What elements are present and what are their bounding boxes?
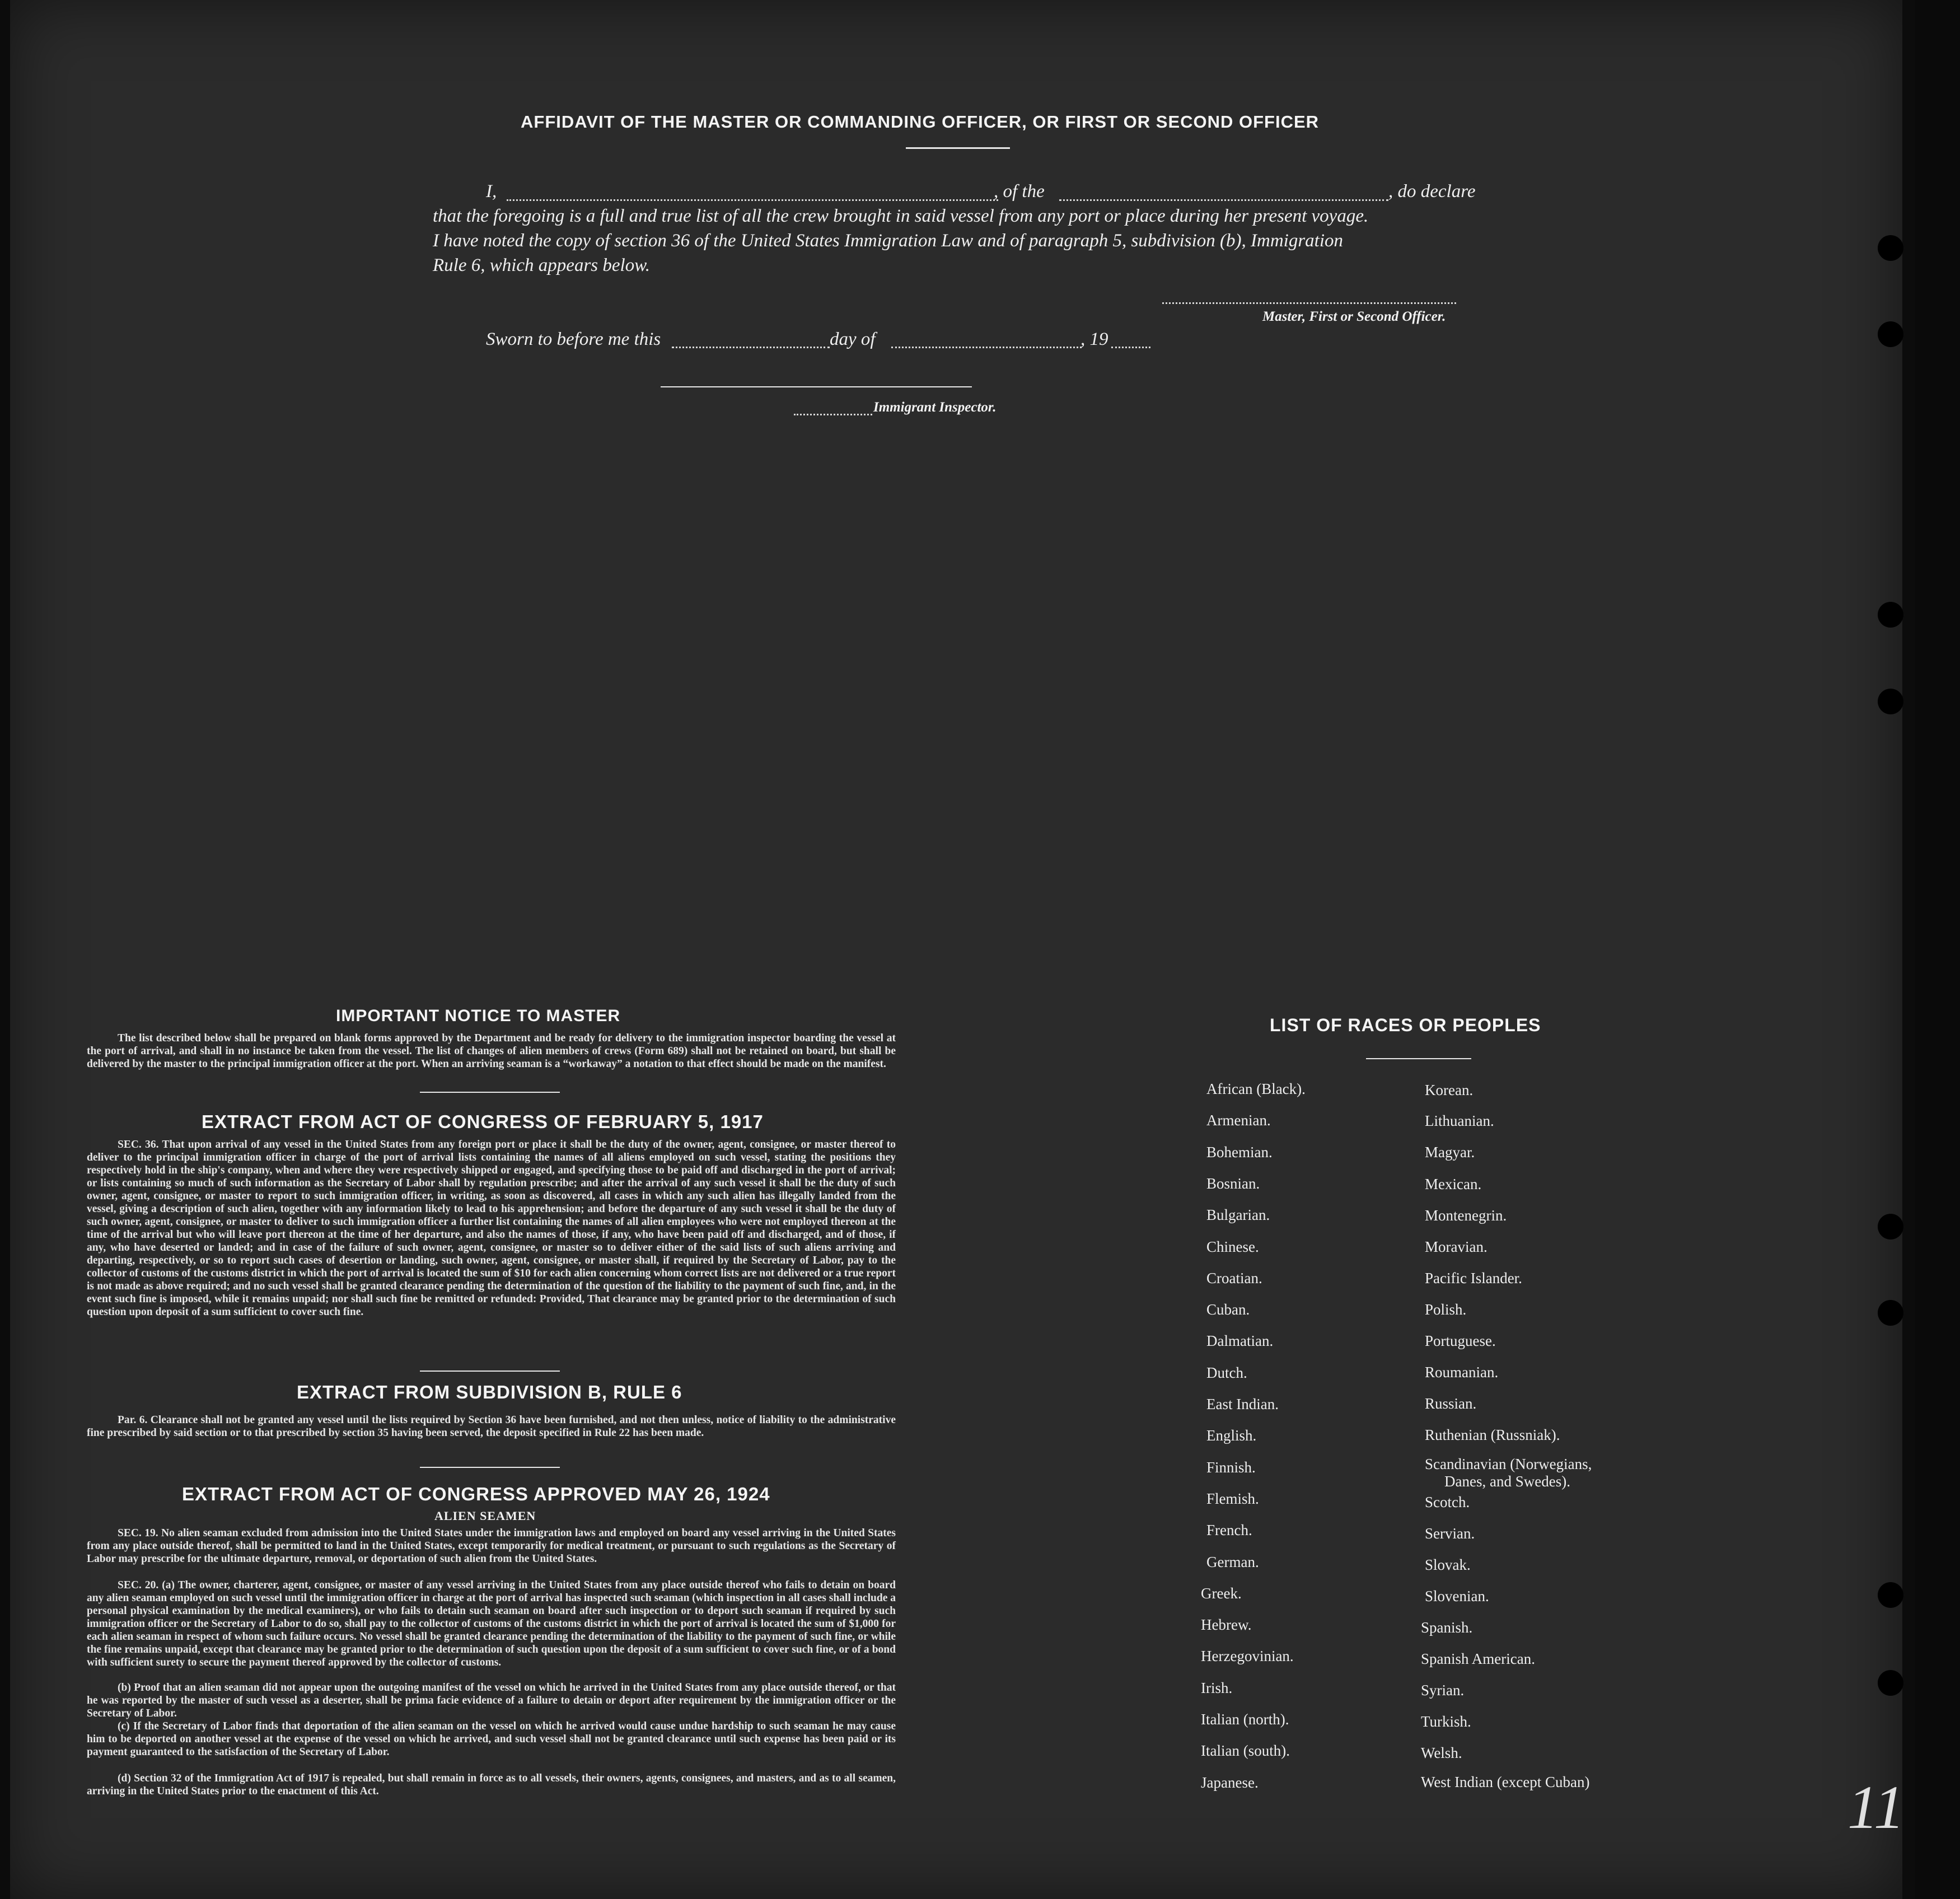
race-item: Irish.	[1201, 1679, 1233, 1696]
title-rule	[906, 147, 1010, 149]
extract-1924-sec20a: SEC. 20. (a) The owner, charterer, agent, consignee, or master of any vessel arriving in the United States from any place outside thereof who fails to detain on board any alien seaman employed on such vessel until the immigration officer in charge at the port of arrival has inspected such seaman (which inspection in all cases shall include a personal physical examination by the medical examiners), or who fails to detain such seaman on board after such inspection or to deport such seaman if required by such immigration officer or the Secretary of Labor to do so, shall pay to the collector of customs of the customs district in which the port of arrival is located the sum of $1,000 for each alien seaman in respect of whom such failure occurs. No vessel shall be granted clearance pending the determination of the liability to the payment of such fine, or while the fine remains unpaid, except that clearance may be granted prior to the determination of such question upon the deposit of a sum sufficient to cover such fine, or of a bond with sufficient surety to secure the payment thereof approved by the collector of customs.	[87, 1579, 896, 1668]
race-item: Slovenian.	[1425, 1588, 1489, 1605]
extract-1924-sec19: SEC. 19. No alien seaman excluded from admission into the United States under the immigration laws and employed on board any vessel arriving in the United States from any place outside thereof, shall be permitted to land in the United States, except temporarily for medical treatment, or pursuant to such regulations as the Secretary of Labor may prescribe for the ultimate departure, removal, or deportation of such alien from the United States.	[87, 1527, 896, 1565]
extract-1917-title: EXTRACT FROM ACT OF CONGRESS OF FEBRUARY 5, 1917	[202, 1111, 764, 1132]
officer-signature-label: Master, First or Second Officer.	[1262, 309, 1446, 324]
race-item: Danes, and Swedes).	[1444, 1473, 1570, 1490]
race-item: East Indian.	[1206, 1396, 1279, 1412]
race-item: Japanese.	[1201, 1774, 1259, 1791]
race-item: Moravian.	[1425, 1238, 1487, 1255]
race-item: Spanish.	[1421, 1619, 1473, 1636]
affidavit-line-3: I have noted the copy of section 36 of the United States Immigration Law and of paragraph 5, subdivision (b), Immigration	[433, 231, 1344, 251]
extract-1924-subtitle: ALIEN SEAMEN	[434, 1509, 536, 1523]
notice-title: IMPORTANT NOTICE TO MASTER	[336, 1007, 621, 1025]
race-item: Slovak.	[1425, 1556, 1471, 1573]
race-item: Pacific Islander.	[1425, 1270, 1522, 1287]
day-of-label: day of	[830, 329, 876, 349]
vessel-name-field[interactable]	[1059, 199, 1388, 201]
extract-1924-title: EXTRACT FROM ACT OF CONGRESS APPROVED MAY 26, 1924	[182, 1484, 770, 1504]
affidavit-title: AFFIDAVIT OF THE MASTER OR COMMANDING OFFICER, OR FIRST OR SECOND OFFICER	[521, 112, 1320, 132]
race-item: German.	[1206, 1553, 1259, 1570]
binder-hole	[1878, 1214, 1903, 1240]
race-item: Russian.	[1425, 1395, 1477, 1412]
race-item: Scotch.	[1425, 1494, 1470, 1510]
race-item: Magyar.	[1425, 1144, 1475, 1161]
race-item: Spanish American.	[1421, 1650, 1535, 1667]
inspector-name-field[interactable]	[794, 414, 872, 415]
race-item: Herzegovinian.	[1201, 1648, 1294, 1665]
affidavit-i-label: I,	[486, 181, 497, 202]
race-item: Dutch.	[1206, 1364, 1247, 1381]
race-item: West Indian (except Cuban)	[1421, 1774, 1590, 1790]
binder-hole	[1878, 1670, 1903, 1696]
race-item: Flemish.	[1206, 1490, 1259, 1507]
race-item: Bulgarian.	[1206, 1206, 1270, 1224]
race-item: Polish.	[1425, 1301, 1467, 1318]
race-item: Italian (north).	[1201, 1711, 1289, 1728]
affidavit-line-4: Rule 6, which appears below.	[433, 255, 651, 275]
race-item: English.	[1206, 1427, 1257, 1444]
race-item: French.	[1206, 1522, 1252, 1539]
section-divider	[420, 1371, 560, 1372]
race-item: Scandinavian (Norwegians,	[1425, 1456, 1592, 1472]
extract-1924-sec20b: (b) Proof that an alien seaman did not appear upon the outgoing manifest of the vessel on which he arrived in the United States from any place outside thereof, or that he was reported by the master of such vessel as a deserter, shall be prima facie evidence of a failure to detain or deport after requirement by the immigration officer or the Secretary of Labor.	[87, 1682, 896, 1719]
binder-hole	[1878, 321, 1903, 347]
affidavit-of-the-label: , of the	[994, 181, 1045, 202]
extract-1924-sec20d: (d) Section 32 of the Immigration Act of 1917 is repealed, but shall remain in force as to all vessels, their owners, agents, consignees, and masters, and as to all seamen, arriving in the United States prior to the enactment of this Act.	[87, 1772, 896, 1797]
race-item: Croatian.	[1206, 1269, 1262, 1287]
inspector-signature-line[interactable]	[661, 386, 972, 387]
year-label: , 19	[1080, 329, 1108, 349]
extract-rule6-body: Par. 6. Clearance shall not be granted any vessel until the lists required by Section 36 have been furnished, and not then unless, notice of liability to the administrative fine prescribed by said section or to that prescribed by section 35 having been served, the deposit specified in Rule 22 has been made.	[87, 1414, 896, 1439]
race-item: Dalmatian.	[1206, 1332, 1274, 1350]
race-item: Servian.	[1425, 1525, 1475, 1542]
race-item: Cuban.	[1206, 1301, 1250, 1318]
binder-hole	[1878, 1300, 1903, 1326]
officer-signature-field[interactable]	[1162, 302, 1456, 304]
affidavit-do-declare-label: , do declare	[1388, 181, 1476, 202]
binder-hole	[1878, 235, 1903, 261]
extract-1924-sec20c: (c) If the Secretary of Labor finds that deportation of the alien seaman on the vessel on which he arrived would cause undue hardship to such seaman he may cause him to be deported on another vessel at the expense of the vessel on which he arrived, and such vessel shall not be granted clearance until such expense has been paid or its payment guaranteed to the satisfaction of the Secretary of Labor.	[87, 1720, 896, 1758]
races-title-rule	[1366, 1058, 1471, 1059]
race-item: Syrian.	[1421, 1682, 1465, 1699]
race-item: Mexican.	[1425, 1176, 1482, 1192]
race-item: Bosnian.	[1206, 1175, 1260, 1192]
section-divider	[420, 1092, 560, 1093]
race-item: Finnish.	[1206, 1458, 1256, 1476]
affidavit-line-2: that the foregoing is a full and true list of all the crew brought in said vessel from any port or place during her present voyage.	[433, 206, 1369, 226]
race-item: Turkish.	[1421, 1713, 1471, 1730]
officer-name-field[interactable]	[507, 199, 998, 201]
section-divider	[420, 1467, 560, 1468]
race-item: Roumanian.	[1425, 1364, 1499, 1381]
sworn-day-field[interactable]	[672, 347, 830, 348]
extract-rule6-title: EXTRACT FROM SUBDIVISION B, RULE 6	[297, 1382, 682, 1402]
races-title: LIST OF RACES OR PEOPLES	[1270, 1015, 1541, 1035]
binder-hole	[1878, 689, 1903, 714]
race-item: Bohemian.	[1206, 1143, 1273, 1161]
binder-hole	[1878, 602, 1903, 628]
binder-hole	[1878, 1582, 1903, 1608]
race-item: Hebrew.	[1201, 1616, 1252, 1634]
race-item: Lithuanian.	[1425, 1112, 1494, 1129]
sworn-year-field[interactable]	[1111, 347, 1150, 348]
race-item: Italian (south).	[1201, 1742, 1290, 1760]
race-item: Korean.	[1425, 1082, 1473, 1098]
sworn-label: Sworn to before me this	[486, 329, 661, 349]
inspector-label: Immigrant Inspector.	[873, 400, 997, 415]
race-item: Greek.	[1201, 1584, 1242, 1602]
race-item: Montenegrin.	[1425, 1207, 1507, 1224]
handwritten-page-mark: 11	[1847, 1773, 1905, 1841]
race-item: Chinese.	[1206, 1238, 1259, 1255]
extract-1917-body: SEC. 36. That upon arrival of any vessel in the United States from any foreign port or place it shall be the duty of the owner, agent, consignee, or master thereof to deliver to the principal immigration officer in charge of the port of arrival lists containing the names of all aliens employed on such vessel, stating the positions they respectively hold in the ship's company, when and where they were respectively shipped or engaged, and specifying those to be paid off and discharged in the port of arrival; or lists containing so much of such information as the Secretary of Labor shall by regulation prescribe; and after the arrival of any such vessel it shall be the duty of such owner, agent, consignee, or master to report to such immigration officer, in writing, as soon as discovered, all cases in which any such alien has illegally landed from the vessel, giving a description of such alien, together with any information likely to lead to his apprehension; and before the departure of any such vessel it shall be the duty of such owner, agent, consignee, or master to deliver to such immigration officer a further list containing the names of all alien employees who were not employed thereon at the time of the arrival but who will leave port thereon at the time of her departure, and also the names of those, if any, who have been paid off and discharged, and of those, if any, who have deserted or landed; and in case of the failure of such owner, agent, consignee, or master so to deliver either of the said lists of such aliens arriving and departing, respectively, or so to report such cases of desertion or landing, such owner, agent, consignee, or master shall, if required by the Secretary of Labor, pay to the collector of customs of the customs district in which the port of arrival is located the sum of $10 for each alien concerning whom correct lists are not delivered or a true report is not made as above required; and no such vessel shall be granted clearance pending the determination of the question of the liability to the payment of such fine, and, in the event such fine is imposed, while it remains unpaid; nor shall such fine be remitted or refunded: Provided, That clearance may be granted prior to the determination of such question upon deposit of a sum sufficient to cover such fine.	[87, 1139, 896, 1318]
race-item: African (Black).	[1206, 1081, 1306, 1097]
race-item: Portuguese.	[1425, 1332, 1496, 1349]
race-item: Armenian.	[1206, 1112, 1271, 1129]
scan-edge	[1915, 0, 1960, 1899]
notice-body: The list described below shall be prepared on blank forms approved by the Department and be ready for delivery to the immigration inspector boarding the vessel at the port of arrival, and shall in no instance be taken from the vessel. The list of changes of alien members of crews (Form 689) shall not be retained on board, but shall be delivered by the master to the principal immigration officer at the port. When an arriving seaman is a “workaway” a notation to that effect should be made on the manifest.	[87, 1032, 896, 1070]
sworn-month-field[interactable]	[891, 347, 1082, 348]
race-item: Welsh.	[1421, 1744, 1462, 1761]
race-item: Ruthenian (Russniak).	[1425, 1426, 1560, 1443]
